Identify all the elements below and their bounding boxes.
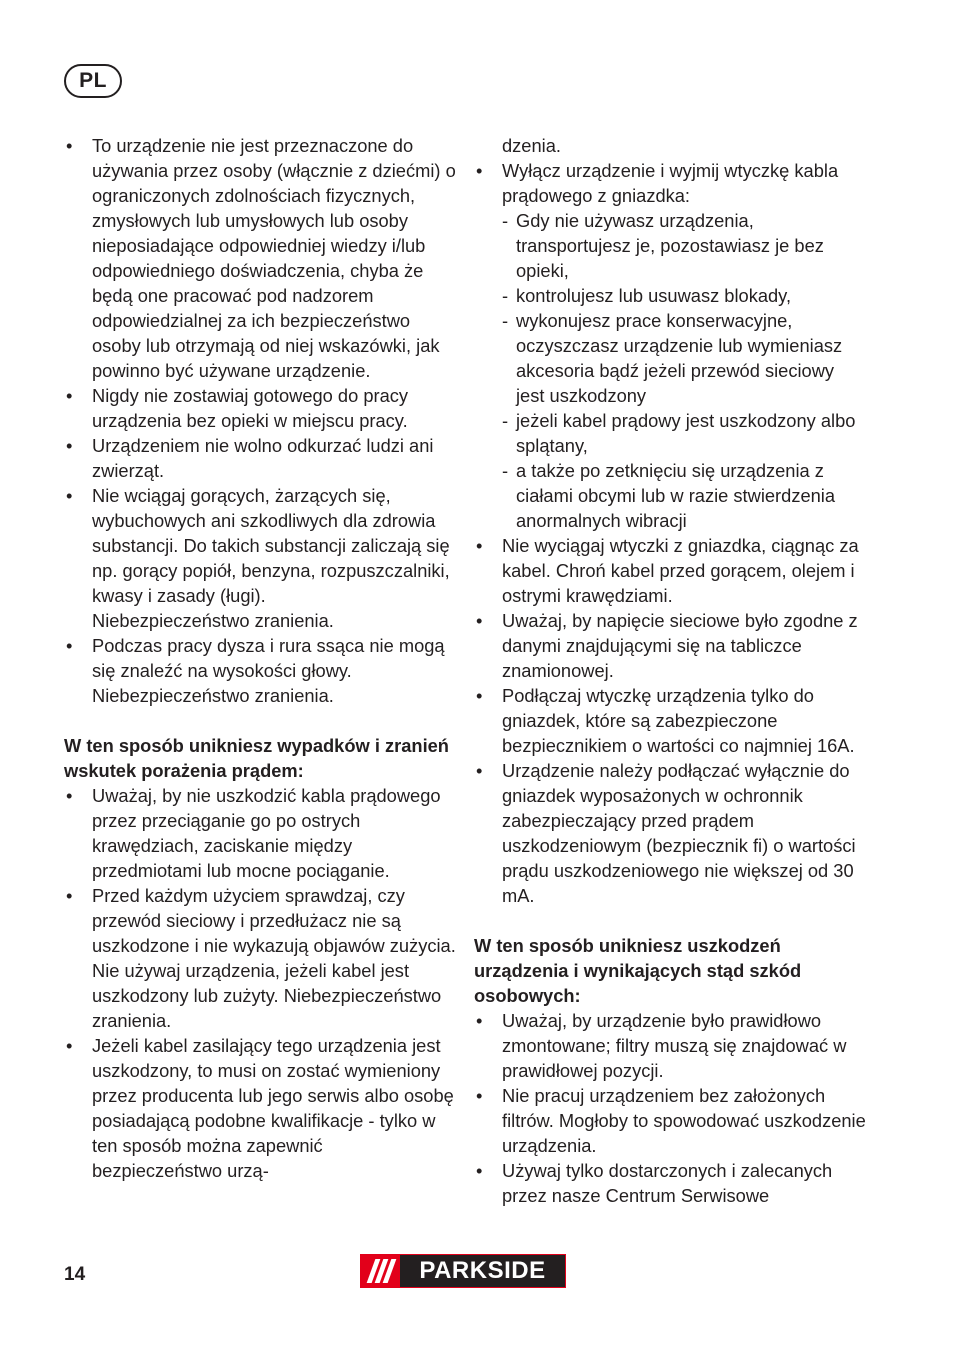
sub-list-item: - Gdy nie używasz urządzenia, transportujesz je, pozostawiasz je bez opieki, [502,210,824,281]
sub-list-item: - wykonujesz prace konserwacyjne, oczyszczasz urządzenie lub wymieniasz akcesoria bądź jeżeli przewód sieciowy jest uszkodzony [502,310,843,406]
list-item: • Podczas pracy dysza i rura ssąca nie mogą się znaleźć na wysokości głowy. Niebezpieczeństwo zranienia. [66,635,445,706]
list-item: • Nie pracuj urządzeniem bez założonych filtrów. Mogłoby to spowodować uszkodzenie urządzenia. [476,1085,866,1156]
left-column [64,133,456,1183]
list-item: • Uważaj, by napięcie sieciowe było zgodne z danymi znajdującymi się na tabliczce znamionowej. [476,610,858,681]
parkside-logo [360,1254,566,1288]
logo-stripes-icon [361,1255,392,1287]
list-item: • Wyłącz urządzenie i wyjmij wtyczkę kabla prądowego z gniazdka: [476,160,839,206]
language-badge: PL [64,64,122,98]
list-item-note: Niebezpieczeństwo zranienia. [92,610,334,631]
list-item: • Używaj tylko dostarczonych i zalecanych przez nasze Centrum Serwisowe [476,1160,833,1206]
list-item: • Podłączaj wtyczkę urządzenia tylko do gniazdek, które są zabezpieczone bezpiecznikiem o wartości co najmniej 16A. [476,685,855,756]
list-item: • Urządzeniem nie wolno odkurzać ludzi ani zwierząt. [66,435,434,481]
list-item: • Urządzenie należy podłączać wyłącznie do gniazdek wyposażonych w ochronnik zabezpieczający przed prądem uszkodzeniowym (bezpiecznik fi) o wartości prądu uszkodzeniowego nie większej od 30 mA. [476,760,856,906]
list-item: • Nigdy nie zostawiaj gotowego do pracy urządzenia bez opieki w miejscu pracy. [66,385,409,431]
sub-list-item: - kontrolujesz lub usuwasz blokady, [502,285,792,306]
list-item: • Uważaj, by nie uszkodzić kabla prądowego przez przeciąganie go po ostrych krawędziach, zaciskanie między przedmiotami lub mocne pociąganie. [66,785,441,881]
list-item: • Jeżeli kabel zasilający tego urządzenia jest uszkodzony, to musi on zostać wymieniony przez producenta lub jego serwis albo osobę posiadającą podobne kwalifikacje - tylko w ten sposób można zapewnić bezpieczeństwo urzą- [66,1035,454,1181]
list-item: • Przed każdym użyciem sprawdzaj, czy przewód sieciowy i przedłużacz nie są uszkodzone i nie wykazują objawów zużycia. Nie używaj urządzenia, jeżeli kabel jest uszkodzony lub zużyty. Niebezpieczeństwo zranienia. [66,885,456,1031]
page-number: 14 [64,1264,86,1285]
sub-list-item: - a także po zetknięciu się urządzenia z ciałami obcymi lub w razie stwierdzenia anormalnych wibracji [502,460,836,531]
list-item-continuation: dzenia. [502,135,561,156]
logo-text: PARKSIDE [400,1255,565,1287]
section-heading: W ten sposób unikniesz wypadków i zranień wskutek porażenia prądem: [64,735,449,781]
list-item: • To urządzenie nie jest przeznaczone do używania przez osoby (włącznie z dziećmi) o ograniczonych zdolnościach fizycznych, zmysłowych lub umysłowych lub osoby nieposiadające odpowiedniej wiedzy i/lub odpowiedniego doświadczenia, chyba że będą one pracować pod nadzorem odpowiedzialnej za ich bezpieczeństwo osoby lub otrzymają od niej wskazówki, jak powinno być używane urządzenie. [66,135,456,381]
list-item: • Nie wyciągaj wtyczki z gniazdka, ciągnąc za kabel. Chroń kabel przed gorącem, olejem i ostrymi krawędziami. [476,535,859,606]
list-item: • Nie wciągaj gorących, żarzących się, wybuchowych ani szkodliwych dla zdrowia substancji. Do takich substancji zaliczają się np. gorący popiół, benzyna, rozpuszczalniki, kwasy i zasady (ługi). [66,485,450,606]
list-item: • Uważaj, by urządzenie było prawidłowo zmontowane; filtry muszą się znajdować w prawidłowej pozycji. [476,1010,847,1081]
sub-list-item: - jeżeli kabel prądowy jest uszkodzony albo splątany, [502,410,856,456]
right-column [474,133,866,1208]
section-heading: W ten sposób unikniesz uszkodzeń urządzenia i wynikających stąd szkód osobowych: [474,935,802,1006]
